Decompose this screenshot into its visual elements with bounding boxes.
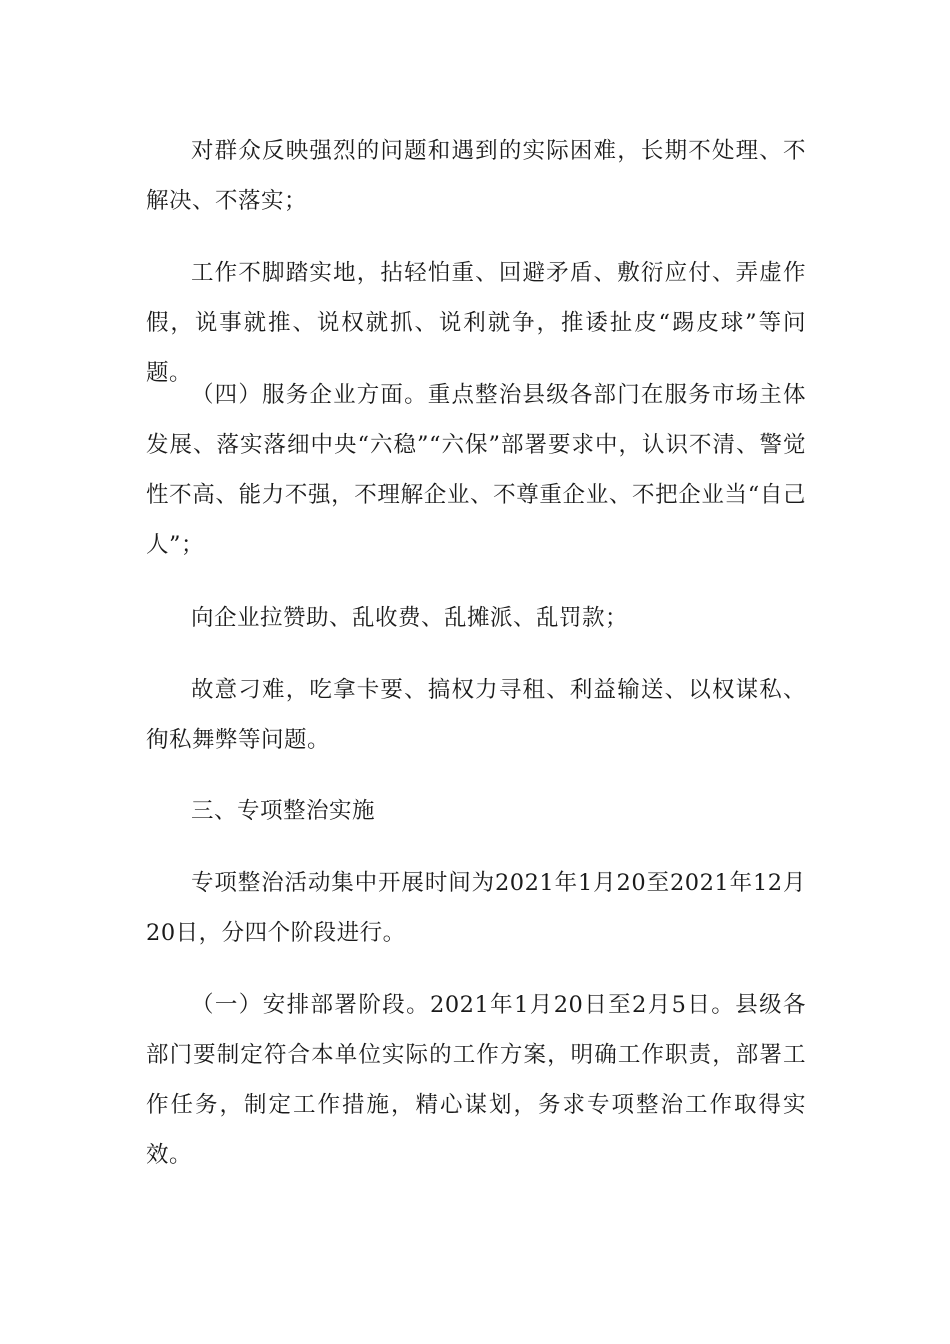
paragraph-3: （四）服务企业方面。重点整治县级各部门在服务市场主体发展、落实落细中央“六稳”“六保”部署要求中，认识不清、警觉性不高、能力不强，不理解企业、不尊重企业、不把企业当“自己人”； (146, 382, 806, 558)
paragraph-2: 工作不脚踏实地，拈轻怕重、回避矛盾、敷衍应付、弄虚作假，说事就推、说权就抓、说利就争，推诿扯皮“踢皮球”等问题。 (146, 260, 806, 386)
paragraph-8: （一）安排部署阶段。2021年1月20日至2月5日。县级各部门要制定符合本单位实际的工作方案，明确工作职责，部署工作任务，制定工作措施，精心谋划，务求专项整治工作取得实效。 (146, 992, 806, 1168)
paragraph-4: 向企业拉赞助、乱收费、乱摊派、乱罚款； (191, 605, 629, 631)
paragraph-5: 故意刁难，吃拿卡要、搞权力寻租、利益输送、以权谋私、徇私舞弊等问题。 (146, 677, 806, 753)
paragraph-7: 专项整治活动集中开展时间为2021年1月20至2021年12月20日，分四个阶段进行。 (146, 870, 806, 946)
paragraph-1: 对群众反映强烈的问题和遇到的实际困难，长期不处理、不解决、不落实； (146, 138, 806, 214)
section-heading: 三、专项整治实施 (191, 798, 376, 824)
